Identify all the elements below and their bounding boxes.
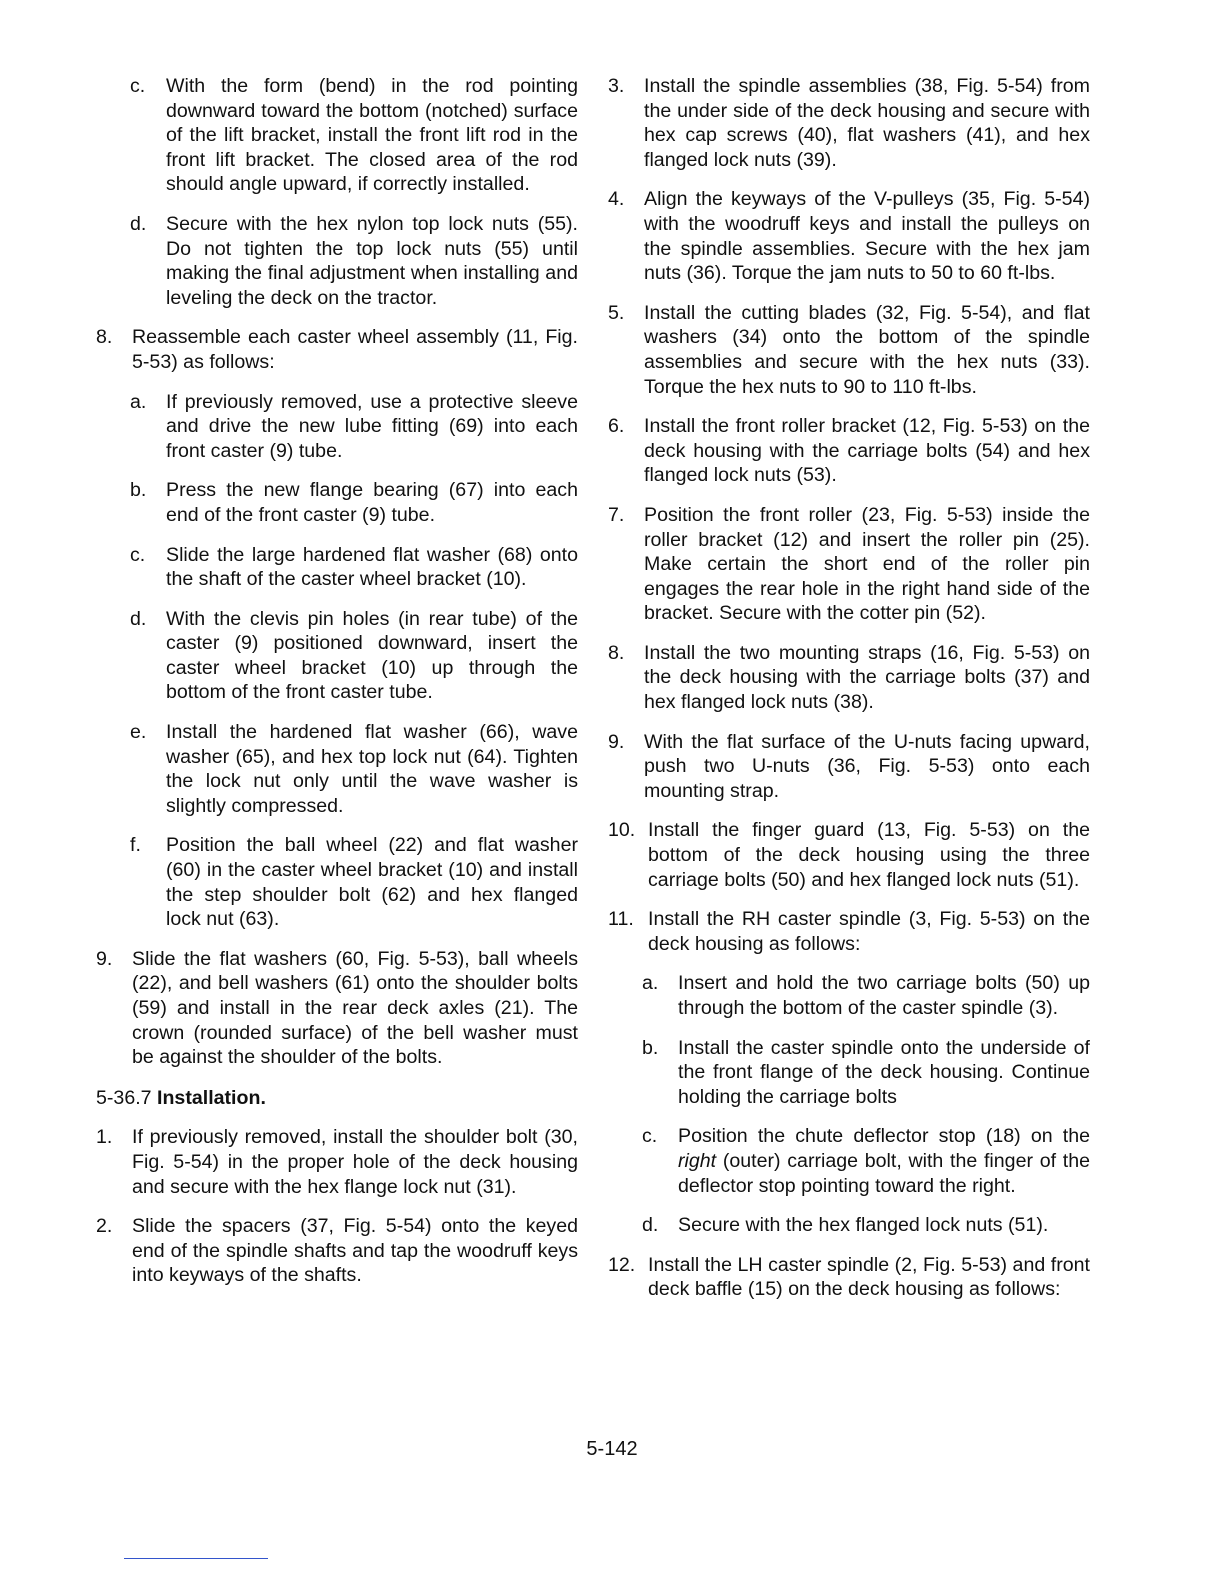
install-step-8 — [608, 641, 1090, 715]
page-number: 5-142 — [586, 1438, 638, 1460]
install-step-11-b — [608, 1036, 1090, 1110]
list-item-text: Slide the spacers (37, Fig. 5-54) onto the keyed end of the spindle shafts and tap the woodruff keys into keyways of the shafts. — [132, 1215, 578, 1287]
step-8-a — [96, 390, 578, 464]
list-marker: c. — [642, 1125, 658, 1148]
left-column — [96, 74, 578, 1288]
list-item-text: Slide the large hardened flat washer (68) onto the shaft of the caster wheel bracket (10). — [166, 543, 578, 591]
list-item-text: Install the caster spindle onto the underside of the front flange of the deck housing. Continue holding the carriage bolts — [678, 1036, 1090, 1108]
list-marker: c. — [130, 75, 146, 97]
list-marker: 10. — [608, 819, 636, 842]
list-marker: 4. — [608, 188, 625, 211]
install-step-4 — [608, 187, 1090, 285]
list-marker: 12. — [608, 1253, 636, 1276]
install-step-3 — [608, 74, 1090, 172]
list-marker: 7. — [608, 503, 625, 526]
list-item-text: With the flat surface of the U-nuts facing upward, push two U-nuts (36, Fig. 5-53) onto each mounting strap. — [644, 730, 1090, 802]
section-title: Installation. — [157, 1086, 266, 1109]
text-run: Position the chute deflector stop (18) on the — [678, 1125, 1090, 1148]
step-8 — [96, 325, 578, 374]
list-item-text: Secure with the hex flanged lock nuts (51). — [678, 1214, 1049, 1237]
list-marker: 2. — [96, 1215, 113, 1238]
list-item-text: Install the hardened flat washer (66), wave washer (65), and hex top lock nut (64). Tighten the lock nut only until the wave washer is slightly compressed. — [166, 721, 578, 817]
list-marker: b. — [642, 1036, 659, 1059]
step-8-e — [96, 720, 578, 818]
list-marker: a. — [130, 390, 147, 413]
install-step-11-c — [608, 1124, 1090, 1198]
list-item-text: Install the cutting blades (32, Fig. 5-54), and flat washers (34) onto the bottom of the spindle assemblies and secure with the hex nuts (33). Torque the hex nuts to 90 to 110 ft-lbs. — [644, 301, 1090, 398]
list-item-text: Reassemble each caster wheel assembly (11, Fig. 5-53) as follows: — [132, 326, 578, 373]
list-item-text: Insert and hold the two carriage bolts (50) up through the bottom of the caster spindle (3). — [678, 972, 1090, 1019]
list-marker: d. — [130, 607, 147, 630]
list-marker: 8. — [96, 326, 113, 349]
list-marker: c. — [130, 543, 146, 566]
list-marker: 5. — [608, 301, 625, 324]
list-marker: 9. — [96, 947, 113, 970]
install-step-9 — [608, 730, 1090, 804]
list-marker: d. — [642, 1214, 659, 1237]
list-marker: d. — [130, 212, 147, 235]
list-item-text: Align the keyways of the V-pulleys (35, Fig. 5-54) with the woodruff keys and install the pulleys on the spindle assemblies. Secure with the hex jam nuts (36). Torque the jam nuts to 50 to 60 ft-lbs. — [644, 188, 1090, 285]
text-run: (outer) carriage bolt, with the finger of the deflector stop pointing toward the right. — [678, 1149, 1090, 1197]
list-marker: 1. — [96, 1126, 113, 1149]
list-marker: e. — [130, 721, 147, 744]
footer-rule — [124, 1558, 268, 1559]
install-step-7 — [608, 503, 1090, 626]
list-item-text: Press the new flange bearing (67) into each end of the front caster (9) tube. — [166, 479, 578, 526]
list-item-text — [678, 1124, 1090, 1198]
install-step-5 — [608, 301, 1090, 399]
install-step-11 — [608, 907, 1090, 956]
list-item-text: Position the front roller (23, Fig. 5-53) inside the roller bracket (12) and insert the roller pin (25). Make certain the short end of the roller pin engages the rear hole in the right hand side of the bracket. Secure with the cotter pin (52). — [644, 503, 1090, 625]
list-item-text: With the form (bend) in the rod pointing downward toward the bottom (notched) surface of the lift bracket, install the front lift rod in the front lift bracket. The closed area of the rod should angle upward, if correctly installed. — [166, 75, 578, 196]
section-heading — [96, 1086, 578, 1111]
install-step-6 — [608, 414, 1090, 488]
list-marker: a. — [642, 972, 659, 995]
list-marker: 11. — [608, 908, 634, 931]
list-item-text: Install the finger guard (13, Fig. 5-53) on the bottom of the deck housing using the three carriage bolts (50) and hex flanged lock nuts (51). — [648, 819, 1090, 891]
list-item-text: With the clevis pin holes (in rear tube) of the caster (9) positioned downward, insert the caster wheel bracket (10) up through the bottom of the front caster tube. — [166, 607, 578, 704]
list-item-text: Install the RH caster spindle (3, Fig. 5-53) on the deck housing as follows: — [648, 908, 1090, 955]
list-marker: 8. — [608, 641, 625, 664]
list-marker: 6. — [608, 415, 625, 438]
section-number: 5-36.7 — [96, 1086, 152, 1109]
install-step-2 — [96, 1214, 578, 1288]
step-8-c — [96, 543, 578, 592]
step-8-b — [96, 478, 578, 527]
list-marker: 3. — [608, 75, 625, 97]
step-8-f — [96, 833, 578, 931]
emphasis-text: right — [678, 1149, 717, 1172]
install-step-11-d — [608, 1213, 1090, 1238]
list-item-text: Secure with the hex nylon top lock nuts (55). Do not tighten the top lock nuts (55) until making the final adjustment when installing and leveling the deck on the tractor. — [166, 212, 578, 309]
list-marker: b. — [130, 479, 147, 502]
list-item-text: Install the front roller bracket (12, Fig. 5-53) on the deck housing with the carriage bolts (54) and hex flanged lock nuts (53). — [644, 415, 1090, 487]
list-marker: f. — [130, 834, 141, 857]
step-9 — [96, 947, 578, 1070]
list-item-c — [96, 74, 578, 197]
list-item-d — [96, 212, 578, 310]
list-item-text: If previously removed, install the shoulder bolt (30, Fig. 5-54) in the proper hole of the deck housing and secure with the hex flange lock nut (31). — [132, 1126, 578, 1198]
step-8-d — [96, 607, 578, 705]
install-step-1 — [96, 1125, 578, 1199]
list-item-text: If previously removed, use a protective sleeve and drive the new lube fitting (69) into each front caster (9) tube. — [166, 390, 578, 462]
install-step-11-a — [608, 971, 1090, 1020]
install-step-12 — [608, 1253, 1090, 1302]
right-column — [608, 74, 1090, 1302]
list-marker: 9. — [608, 730, 625, 753]
list-item-text: Slide the flat washers (60, Fig. 5-53), ball wheels (22), and bell washers (61) onto the shoulder bolts (59) and install in the rear deck axles (21). The crown (rounded surface) of the bell washer must be against the shoulder of the bolts. — [132, 947, 578, 1069]
list-item-text: Position the ball wheel (22) and flat washer (60) in the caster wheel bracket (10) and install the step shoulder bolt (62) and hex flanged lock nut (63). — [166, 834, 578, 931]
list-item-text: Install the spindle assemblies (38, Fig. 5-54) from the under side of the deck housing and secure with hex cap screws (40), flat washers (41), and hex flanged lock nuts (39). — [644, 75, 1090, 171]
install-step-10 — [608, 818, 1090, 892]
list-item-text: Install the two mounting straps (16, Fig. 5-53) on the deck housing with the carriage bolts (37) and hex flanged lock nuts (38). — [644, 641, 1090, 714]
list-item-text: Install the LH caster spindle (2, Fig. 5-53) and front deck baffle (15) on the deck housing as follows: — [648, 1253, 1090, 1301]
